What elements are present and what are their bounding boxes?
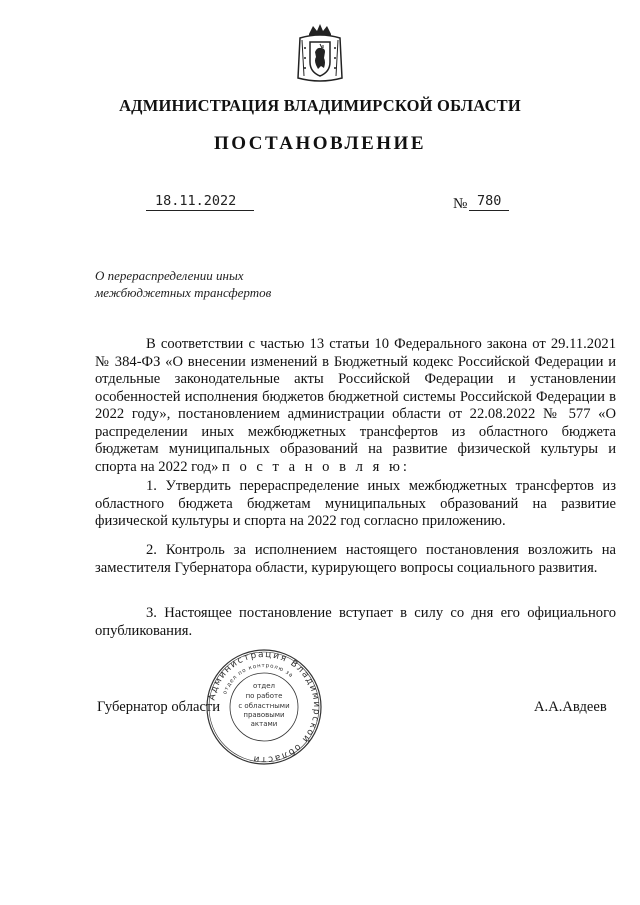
item-2-text: 2. Контроль за исполнением настоящего постановления возложить на заместителя Губернатора области, курирующего вопросы социального развития. — [95, 542, 616, 576]
item-2-paragraph — [95, 542, 616, 577]
preamble-text: В соответствии с частью 13 статьи 10 Федерального закона от 29.11.2021 № 384-ФЗ «О внесении изменений в Бюджетный кодекс Российской Федерации и отдельные законодательные акты Российской Федерации и установлении особенностей исполнения бюджетов бюджетной системы Российской Федерации в 2022 году», постановлением администрации области от 22.08.2022 № 577 «О распределении иных межбюджетных трансфертов из областного бюджета бюджетам муниципальных образований на развитие физической культуры и спорта на 2022 год» — [95, 336, 616, 475]
item-1-paragraph — [95, 478, 616, 531]
item-1-text: 1. Утвердить перераспределение иных межбюджетных трансфертов из областного бюджета бюджетам муниципальных образований на развитие физической культуры и спорта на 2022 год согласно приложению. — [95, 478, 616, 529]
stamp-center-line-3: с областными — [238, 702, 290, 710]
document-number: 780 — [477, 193, 502, 209]
preamble-paragraph — [95, 336, 616, 476]
document-subject — [95, 267, 271, 301]
document-type: ПОСТАНОВЛЕНИЕ — [213, 133, 427, 154]
stamp-center-line-2: по работе — [245, 692, 283, 700]
stamp-center-line-5: актами — [250, 720, 278, 728]
official-stamp — [204, 647, 324, 767]
stamp-center-line-1: отдел — [253, 682, 275, 690]
date-underline — [146, 210, 254, 211]
subject-line-2: межбюджетных трансфертов — [95, 285, 272, 300]
stamp-ring-text: Администрация Владимирской области — [207, 649, 322, 765]
coat-of-arms-emblem — [296, 22, 344, 84]
item-3-paragraph — [95, 605, 616, 640]
document-date: 18.11.2022 — [155, 193, 237, 209]
subject-line-1: О перераспределении иных — [95, 268, 244, 283]
stamp-inner-ring-text: отдел по контролю за — [222, 662, 295, 696]
number-prefix: № — [453, 196, 468, 212]
signer-title: Губернатор области — [97, 699, 221, 715]
signer-name: А.А.Авдеев — [534, 699, 607, 715]
item-3-text: 3. Настоящее постановление вступает в силу со дня его официального опубликования. — [95, 605, 616, 639]
stamp-center-line-4: правовыми — [243, 711, 285, 719]
organization-name: АДМИНИСТРАЦИЯ ВЛАДИМИРСКОЙ ОБЛАСТИ — [119, 96, 521, 115]
number-underline — [469, 210, 509, 211]
decree-word: п о с т а н о в л я ю: — [222, 458, 410, 475]
